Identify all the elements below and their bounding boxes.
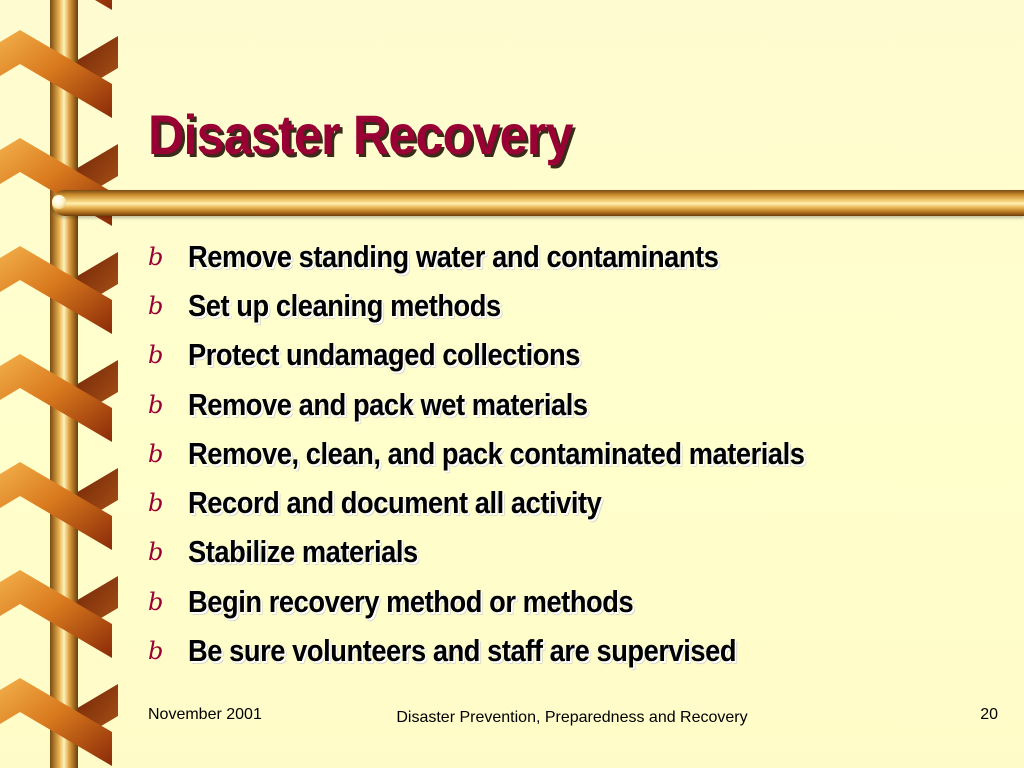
bullet-item — [146, 331, 889, 380]
bullet-item — [146, 528, 889, 577]
curly-b-bullet-icon: b — [148, 341, 164, 370]
curly-b-bullet-icon: b — [148, 390, 164, 419]
bullet-item — [146, 281, 889, 330]
curly-b-bullet-icon: b — [148, 291, 164, 320]
footer-page-number: 20 — [980, 706, 998, 723]
curly-b-bullet-icon: b — [148, 242, 164, 271]
title-divider-rod — [52, 190, 1024, 216]
bullet-item — [146, 429, 889, 478]
bullet-text: Record and document all activity — [188, 485, 602, 521]
bullet-text: Protect undamaged collections — [188, 337, 580, 373]
bullet-item — [146, 577, 889, 626]
curly-b-bullet-icon: b — [148, 587, 164, 616]
ribbon-pole-decoration — [0, 0, 118, 768]
footer-date: November 2001 — [148, 706, 262, 723]
curly-b-bullet-icon: b — [148, 538, 164, 567]
bullet-list — [146, 232, 889, 676]
bullet-text: Set up cleaning methods — [188, 287, 501, 323]
bullet-item — [146, 478, 889, 527]
bullet-text: Begin recovery method or methods — [188, 583, 634, 619]
rod-highlight — [52, 195, 66, 209]
curly-b-bullet-icon: b — [148, 637, 164, 666]
curly-b-bullet-icon: b — [148, 489, 164, 518]
bullet-text: Remove and pack wet materials — [188, 386, 588, 422]
bullet-text: Remove standing water and contaminants — [188, 238, 719, 274]
curly-b-bullet-icon: b — [148, 439, 164, 468]
footer-title: Disaster Prevention, Preparedness and Recovery — [396, 709, 748, 726]
slide-title: Disaster Recovery — [148, 103, 573, 166]
bullet-item — [146, 380, 889, 429]
bullet-item — [146, 626, 889, 675]
bullet-text: Remove, clean, and pack contaminated materials — [188, 435, 805, 471]
bullet-text: Stabilize materials — [188, 534, 418, 570]
bullet-text: Be sure volunteers and staff are supervised — [188, 633, 737, 669]
bullet-item — [146, 232, 889, 281]
